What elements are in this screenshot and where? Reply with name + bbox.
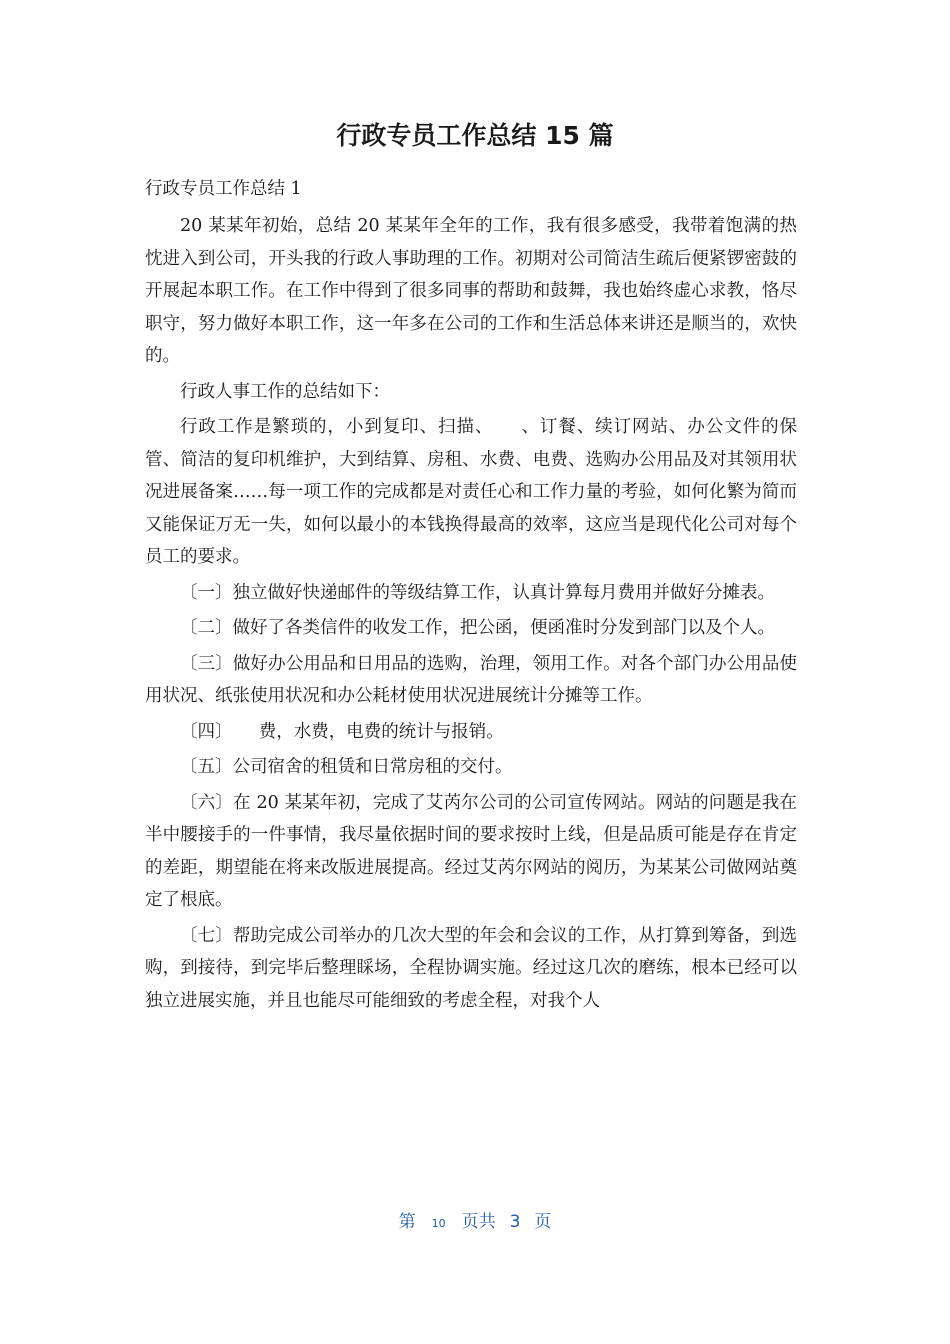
list-item: 〔四〕 费，水费，电费的统计与报销。 — [180, 721, 504, 742]
footer-prefix: 第 — [398, 1212, 416, 1232]
list-item: 〔七〕帮助完成公司举办的几次大型的年会和会议的工作，从打算到筹备，到选购，到接待，到完毕后整理睬场，全程协调实施。经过这几次的磨练，根本已经可以独立进展实施，并且也能尽可能细致的考虑全程，对我个人 — [145, 925, 797, 1011]
paragraph: 行政工作是繁琐的，小到复印、扫描、 、订餐、续订网站、办公文件的保管、简洁的复印机维护，大到结算、房租、水费、电费、选购办公用品及对其领用状况进展备案……每一项工作的完成都是对责任心和工作力量的考验，如何化繁为简而又能保证万无一失，如何以最小的本钱换得最高的效率，这应当是现代化公司对每个员工的要求。 — [145, 417, 797, 567]
footer-middle: 页共 — [461, 1212, 496, 1232]
list-item: 〔二〕做好了各类信件的收发工作，把公函，便函准时分发到部门以及个人。 — [180, 618, 775, 638]
list-item: 〔六〕在 20 某某年初，完成了艾芮尔公司的公司宣传网站。网站的问题是我在半中腰接手的一件事情，我尽量依据时间的要求按时上线，但是品质可能是存在肯定的差距，期望能在将来改版进展提高。经过艾芮尔网站的阅历，为某某公司做网站奠定了根底。 — [145, 792, 797, 910]
document-title: 行政专员工作总结 15 篇 — [336, 121, 614, 150]
footer-total-pages: 3 — [509, 1212, 521, 1232]
paragraph: 20 某某年初始，总结 20 某某年全年的工作，我有很多感受，我带着饱满的热忱进入到公司，开头我的行政人事助理的工作。初期对公司简洁生疏后便紧锣密鼓的开展起本职工作。在工作中得到了很多同事的帮助和鼓舞，我也始终虚心求教，恪尽职守，努力做好本职工作，这一年多在公司的工作和生活总体来讲还是顺当的，欢快的。 — [145, 216, 797, 366]
list-item: 〔一〕独立做好快递邮件的等级结算工作，认真计算每月费用并做好分摊表。 — [180, 582, 775, 603]
document-body — [145, 178, 797, 1020]
footer-suffix: 页 — [534, 1212, 552, 1232]
section-heading: 行政专员工作总结 1 — [145, 179, 302, 199]
list-item: 〔五〕公司宿舍的租赁和日常房租的交付。 — [180, 757, 513, 777]
page-footer — [0, 1210, 950, 1236]
list-item: 〔三〕做好办公用品和日用品的选购，治理，领用工作。对各个部门办公用品使用状况、纸张使用状况和办公耗材使用状况进展统计分摊等工作。 — [145, 653, 797, 706]
footer-page-number: 10 — [431, 1217, 446, 1230]
paragraph: 行政人事工作的总结如下： — [180, 381, 390, 402]
